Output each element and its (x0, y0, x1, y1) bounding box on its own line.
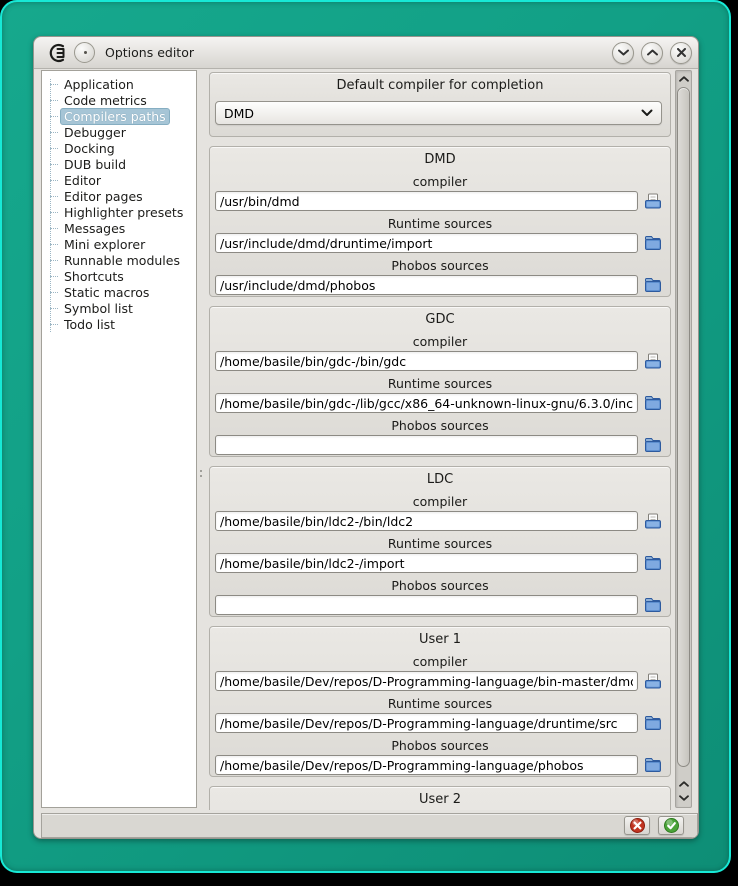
gdc-runtime-sources-input[interactable] (215, 393, 638, 413)
dmd-runtime-sources-input[interactable] (215, 233, 638, 253)
browse-folder-button[interactable] (643, 234, 663, 252)
ldc-compiler-input[interactable] (215, 511, 638, 531)
open-folder-icon (644, 555, 662, 571)
ldc-phobos-sources-input[interactable] (215, 595, 638, 615)
gdc-phobos-sources-input[interactable] (215, 435, 638, 455)
chevron-down-icon (618, 49, 629, 56)
open-file-icon (644, 193, 662, 209)
browse-folder-button[interactable] (643, 596, 663, 614)
field-label: Phobos sources (391, 258, 489, 273)
dmd-phobos-sources-input[interactable] (215, 275, 638, 295)
sidebar-item-runnable-modules[interactable]: Runnable modules (60, 252, 196, 268)
field-label: compiler (412, 654, 468, 669)
default-compiler-select[interactable] (215, 101, 662, 125)
accept-button[interactable] (658, 816, 684, 835)
scroll-up-button-secondary[interactable] (676, 777, 691, 791)
ldc-runtime-sources-input[interactable] (215, 553, 638, 573)
chevron-up-icon (647, 49, 658, 56)
coedit-logo-icon (49, 43, 69, 63)
group-title: DMD (424, 152, 456, 167)
browse-file-button[interactable] (643, 512, 663, 530)
sidebar-splitter[interactable] (197, 70, 206, 808)
browse-file-button[interactable] (643, 352, 663, 370)
chevron-down-icon (641, 109, 653, 117)
minimize-button[interactable] (612, 42, 634, 64)
group-title: User 2 (418, 792, 462, 807)
field-label: Phobos sources (391, 418, 489, 433)
chevron-up-icon (679, 76, 689, 82)
dmd-compiler-input[interactable] (215, 191, 638, 211)
gdc-group (209, 306, 671, 457)
field-label: compiler (412, 494, 468, 509)
gdc-compiler-input[interactable] (215, 351, 638, 371)
field-label: Runtime sources (387, 696, 493, 711)
scrollbar-thumb[interactable] (677, 87, 690, 767)
options-editor-window (33, 36, 699, 839)
group-title: User 1 (418, 632, 462, 647)
sidebar-item-editor[interactable]: Editor (60, 172, 196, 188)
user1-group (209, 626, 671, 777)
sidebar-item-debugger[interactable]: Debugger (60, 124, 196, 140)
user1-compiler-input[interactable] (215, 671, 638, 691)
sidebar-item-dub-build[interactable]: DUB build (60, 156, 196, 172)
sidebar-item-static-macros[interactable]: Static macros (60, 284, 196, 300)
combo-value: DMD (224, 105, 255, 121)
sidebar-item-code-metrics[interactable]: Code metrics (60, 92, 196, 108)
window-menu-button[interactable] (74, 42, 95, 63)
ok-icon (664, 818, 679, 833)
category-list (41, 70, 197, 808)
open-folder-icon (644, 437, 662, 453)
sidebar-item-application[interactable]: Application (60, 76, 196, 92)
user2-group (209, 786, 671, 810)
vertical-scrollbar[interactable] (675, 70, 692, 808)
open-folder-icon (644, 395, 662, 411)
scroll-up-button[interactable] (676, 72, 691, 86)
window-title: Options editor (105, 45, 194, 60)
group-title: LDC (426, 472, 454, 487)
group-title: GDC (425, 312, 455, 327)
cancel-icon (630, 818, 645, 833)
ldc-group (209, 466, 671, 617)
sidebar-item-shortcuts[interactable]: Shortcuts (60, 268, 196, 284)
open-file-icon (644, 673, 662, 689)
maximize-button[interactable] (641, 42, 663, 64)
field-label: compiler (412, 334, 468, 349)
group-title: Default compiler for completion (336, 78, 544, 93)
sidebar-item-editor-pages[interactable]: Editor pages (60, 188, 196, 204)
dialog-footer (41, 813, 698, 838)
field-label: compiler (412, 174, 468, 189)
sidebar-item-messages[interactable]: Messages (60, 220, 196, 236)
browse-folder-button[interactable] (643, 714, 663, 732)
sidebar-item-todo-list[interactable]: Todo list (60, 316, 196, 332)
sidebar-item-mini-explorer[interactable]: Mini explorer (60, 236, 196, 252)
field-label: Runtime sources (387, 536, 493, 551)
sidebar-item-compilers-paths[interactable]: Compilers paths (60, 108, 196, 124)
chevron-down-icon (679, 795, 689, 801)
close-icon (677, 48, 686, 57)
close-button[interactable] (670, 42, 692, 64)
cancel-button[interactable] (624, 816, 650, 835)
field-label: Runtime sources (387, 376, 493, 391)
user1-phobos-sources-input[interactable] (215, 755, 638, 775)
field-label: Phobos sources (391, 738, 489, 753)
browse-folder-button[interactable] (643, 276, 663, 294)
browse-folder-button[interactable] (643, 394, 663, 412)
browse-file-button[interactable] (643, 672, 663, 690)
browse-file-button[interactable] (643, 192, 663, 210)
open-folder-icon (644, 277, 662, 293)
scroll-down-button[interactable] (676, 791, 691, 805)
compilers-paths-panel (206, 70, 674, 810)
browse-folder-button[interactable] (643, 554, 663, 572)
browse-folder-button[interactable] (643, 756, 663, 774)
user1-runtime-sources-input[interactable] (215, 713, 638, 733)
chevron-up-icon (679, 781, 689, 787)
titlebar[interactable] (34, 37, 698, 69)
open-folder-icon (644, 235, 662, 251)
browse-folder-button[interactable] (643, 436, 663, 454)
open-file-icon (644, 513, 662, 529)
open-folder-icon (644, 715, 662, 731)
dmd-group (209, 146, 671, 297)
sidebar-item-symbol-list[interactable]: Symbol list (60, 300, 196, 316)
open-folder-icon (644, 597, 662, 613)
open-file-icon (644, 353, 662, 369)
default-compiler-group (209, 72, 671, 137)
field-label: Phobos sources (391, 578, 489, 593)
open-folder-icon (644, 757, 662, 773)
sidebar-item-highlighter-presets[interactable]: Highlighter presets (60, 204, 196, 220)
field-label: Runtime sources (387, 216, 493, 231)
sidebar-item-docking[interactable]: Docking (60, 140, 196, 156)
